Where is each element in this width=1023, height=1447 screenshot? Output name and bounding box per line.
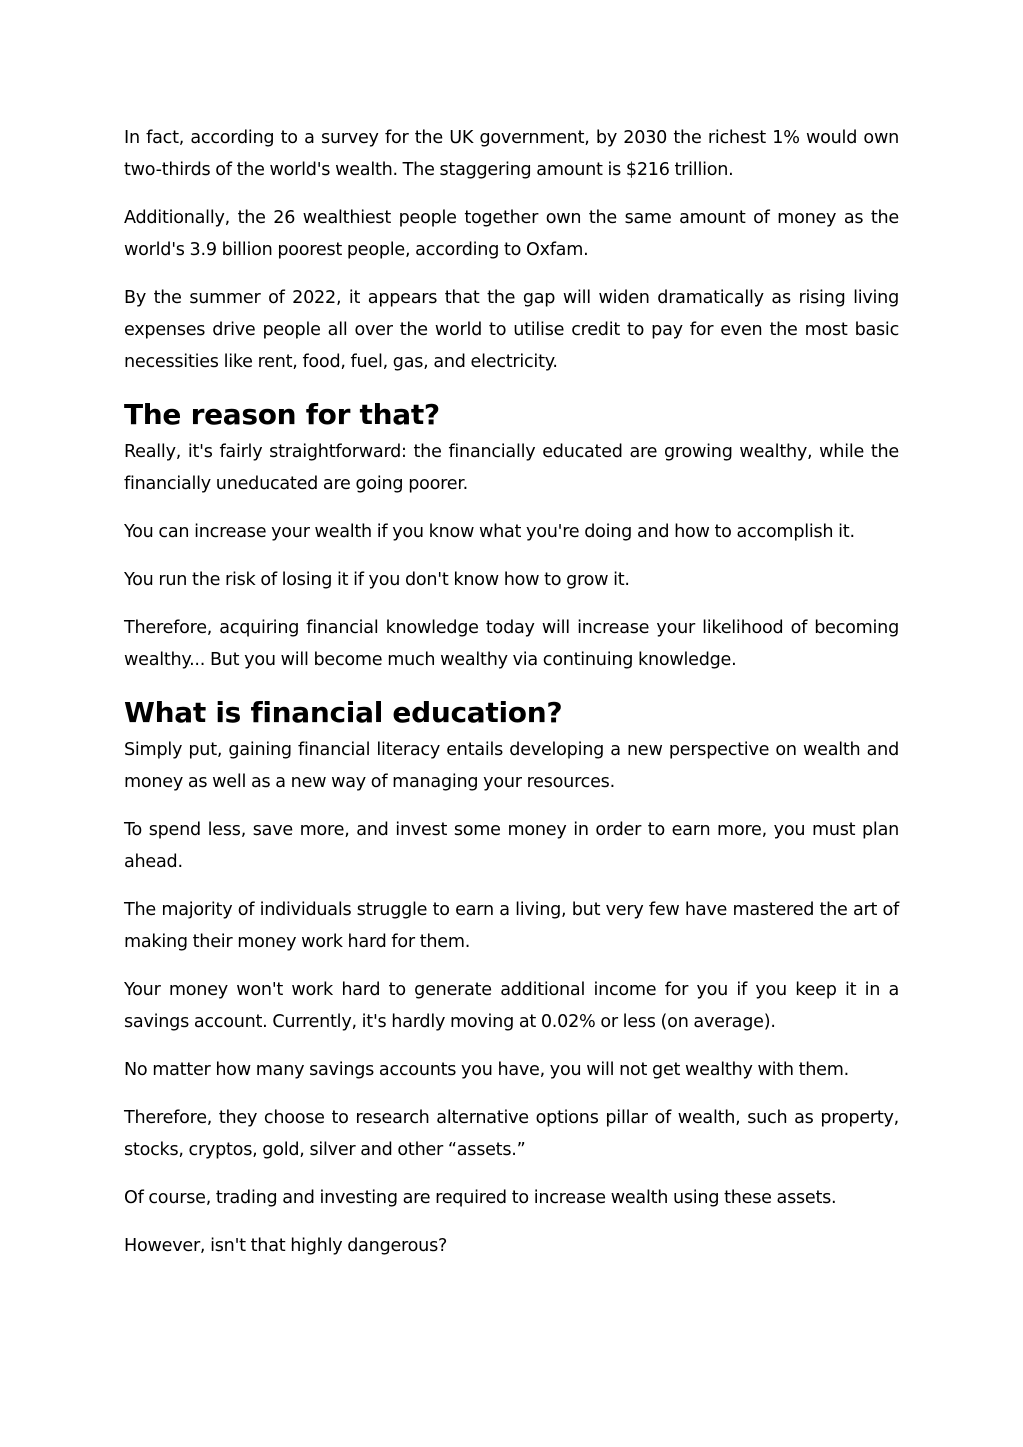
paragraph: In fact, according to a survey for the UK government, by 2030 the richest 1% would own two-thirds of the world's wealth. The staggering amount is $216 trillion. <box>124 128 899 180</box>
section-heading-financial-education: What is financial education? <box>124 696 563 729</box>
paragraph: Simply put, gaining financial literacy entails developing a new perspective on wealth and money as well as a new way of managing your resources. <box>124 740 899 792</box>
paragraph: You run the risk of losing it if you don't know how to grow it. <box>124 570 630 590</box>
section-heading-reason: The reason for that? <box>124 398 440 431</box>
paragraph: Therefore, acquiring financial knowledge today will increase your likelihood of becoming wealthy... But you will become much wealthy via continuing knowledge. <box>124 618 899 670</box>
paragraph: However, isn't that highly dangerous? <box>124 1236 448 1256</box>
paragraph: To spend less, save more, and invest some money in order to earn more, you must plan ahead. <box>124 820 899 872</box>
paragraph: Therefore, they choose to research alternative options pillar of wealth, such as property, stocks, cryptos, gold, silver and other “assets.” <box>124 1108 899 1160</box>
paragraph: Your money won't work hard to generate additional income for you if you keep it in a savings account. Currently, it's hardly moving at 0.02% or less (on average). <box>124 980 899 1032</box>
paragraph: You can increase your wealth if you know what you're doing and how to accomplish it. <box>124 522 855 542</box>
paragraph: No matter how many savings accounts you have, you will not get wealthy with them. <box>124 1060 849 1080</box>
paragraph: Really, it's fairly straightforward: the financially educated are growing wealthy, while the financially uneducated are going poorer. <box>124 442 899 494</box>
paragraph: Additionally, the 26 wealthiest people together own the same amount of money as the world's 3.9 billion poorest people, according to Oxfam. <box>124 208 899 260</box>
paragraph: The majority of individuals struggle to earn a living, but very few have mastered the art of making their money work hard for them. <box>124 900 899 952</box>
document-page <box>124 122 899 1278</box>
paragraph: Of course, trading and investing are required to increase wealth using these assets. <box>124 1188 837 1208</box>
paragraph: By the summer of 2022, it appears that the gap will widen dramatically as rising living expenses drive people all over the world to utilise credit to pay for even the most basic necessities like rent, food, fuel, gas, and electricity. <box>124 288 899 372</box>
